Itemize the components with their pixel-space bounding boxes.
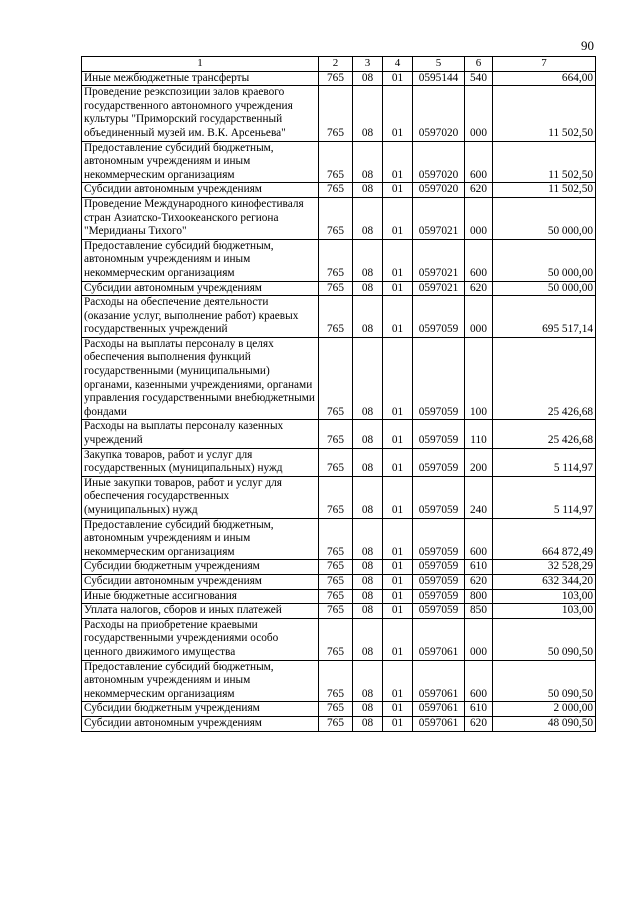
column-header: 6: [465, 57, 493, 72]
expense-name-cell: Субсидии бюджетным учреждениям: [82, 702, 319, 717]
header-row: [82, 57, 596, 72]
amount-cell: 695 517,14: [493, 296, 596, 338]
section-code-cell: 08: [353, 420, 383, 448]
expense-type-cell: 000: [465, 86, 493, 141]
target-article-cell: 0597059: [413, 476, 465, 518]
expense-type-cell: 240: [465, 476, 493, 518]
expense-name-cell: Субсидии автономным учреждениям: [82, 281, 319, 296]
subsection-code-cell: 01: [383, 560, 413, 575]
subsection-code-cell: 01: [383, 420, 413, 448]
table-row: [82, 420, 596, 448]
ministry-code-cell: 765: [319, 239, 353, 281]
ministry-code-cell: 765: [319, 702, 353, 717]
expense-name-cell: Расходы на выплаты персоналу казенных учреждений: [82, 420, 319, 448]
expense-name-cell: Закупка товаров, работ и услуг для государственных (муниципальных) нужд: [82, 448, 319, 476]
ministry-code-cell: 765: [319, 660, 353, 702]
ministry-code-cell: 765: [319, 197, 353, 239]
expense-type-cell: 540: [465, 71, 493, 86]
page-number: 90: [581, 38, 594, 53]
table-row: [82, 337, 596, 420]
subsection-code-cell: 01: [383, 448, 413, 476]
target-article-cell: 0597020: [413, 86, 465, 141]
expense-type-cell: 620: [465, 716, 493, 731]
target-article-cell: 0597020: [413, 141, 465, 183]
subsection-code-cell: 01: [383, 604, 413, 619]
expense-name-cell: Расходы на обеспечение деятельности (оказание услуг, выполнение работ) краевых государственных учреждений: [82, 296, 319, 338]
amount-cell: 632 344,20: [493, 574, 596, 589]
table-row: [82, 281, 596, 296]
column-header: 2: [319, 57, 353, 72]
amount-cell: 50 090,50: [493, 618, 596, 660]
subsection-code-cell: 01: [383, 141, 413, 183]
expense-type-cell: 000: [465, 197, 493, 239]
table-row: [82, 141, 596, 183]
section-code-cell: 08: [353, 296, 383, 338]
subsection-code-cell: 01: [383, 574, 413, 589]
section-code-cell: 08: [353, 574, 383, 589]
amount-cell: 664 872,49: [493, 518, 596, 560]
expense-name-cell: Субсидии автономным учреждениям: [82, 183, 319, 198]
table-row: [82, 86, 596, 141]
section-code-cell: 08: [353, 660, 383, 702]
expense-type-cell: 600: [465, 518, 493, 560]
expense-type-cell: 850: [465, 604, 493, 619]
table-row: [82, 604, 596, 619]
amount-cell: 5 114,97: [493, 476, 596, 518]
target-article-cell: 0597021: [413, 239, 465, 281]
target-article-cell: 0595144: [413, 71, 465, 86]
target-article-cell: 0597059: [413, 589, 465, 604]
ministry-code-cell: 765: [319, 518, 353, 560]
section-code-cell: 08: [353, 86, 383, 141]
amount-cell: 50 000,00: [493, 197, 596, 239]
section-code-cell: 08: [353, 518, 383, 560]
amount-cell: 5 114,97: [493, 448, 596, 476]
amount-cell: 2 000,00: [493, 702, 596, 717]
section-code-cell: 08: [353, 618, 383, 660]
subsection-code-cell: 01: [383, 476, 413, 518]
table-row: [82, 702, 596, 717]
ministry-code-cell: 765: [319, 448, 353, 476]
ministry-code-cell: 765: [319, 560, 353, 575]
ministry-code-cell: 765: [319, 71, 353, 86]
expense-type-cell: 620: [465, 281, 493, 296]
table-row: [82, 197, 596, 239]
expense-type-cell: 110: [465, 420, 493, 448]
table-row: [82, 589, 596, 604]
target-article-cell: 0597061: [413, 702, 465, 717]
expense-name-cell: Уплата налогов, сборов и иных платежей: [82, 604, 319, 619]
expense-name-cell: Предоставление субсидий бюджетным, автономным учреждениям и иным некоммерческим организациям: [82, 239, 319, 281]
table-row: [82, 296, 596, 338]
section-code-cell: 08: [353, 183, 383, 198]
budget-table: [81, 56, 596, 732]
expense-name-cell: Субсидии бюджетным учреждениям: [82, 560, 319, 575]
amount-cell: 664,00: [493, 71, 596, 86]
target-article-cell: 0597059: [413, 337, 465, 420]
expense-name-cell: Иные закупки товаров, работ и услуг для обеспечения государственных (муниципальных) нужд: [82, 476, 319, 518]
target-article-cell: 0597059: [413, 448, 465, 476]
ministry-code-cell: 765: [319, 574, 353, 589]
target-article-cell: 0597061: [413, 660, 465, 702]
section-code-cell: 08: [353, 589, 383, 604]
amount-cell: 32 528,29: [493, 560, 596, 575]
ministry-code-cell: 765: [319, 589, 353, 604]
table-row: [82, 560, 596, 575]
ministry-code-cell: 765: [319, 141, 353, 183]
expense-type-cell: 600: [465, 660, 493, 702]
table-row: [82, 574, 596, 589]
amount-cell: 11 502,50: [493, 183, 596, 198]
table-row: [82, 71, 596, 86]
ministry-code-cell: 765: [319, 337, 353, 420]
section-code-cell: 08: [353, 239, 383, 281]
ministry-code-cell: 765: [319, 86, 353, 141]
subsection-code-cell: 01: [383, 71, 413, 86]
column-header: 1: [82, 57, 319, 72]
expense-type-cell: 100: [465, 337, 493, 420]
table-row: [82, 716, 596, 731]
target-article-cell: 0597061: [413, 716, 465, 731]
section-code-cell: 08: [353, 716, 383, 731]
subsection-code-cell: 01: [383, 589, 413, 604]
section-code-cell: 08: [353, 448, 383, 476]
ministry-code-cell: 765: [319, 716, 353, 731]
expense-name-cell: Иные бюджетные ассигнования: [82, 589, 319, 604]
expense-type-cell: 620: [465, 183, 493, 198]
section-code-cell: 08: [353, 281, 383, 296]
ministry-code-cell: 765: [319, 296, 353, 338]
subsection-code-cell: 01: [383, 296, 413, 338]
amount-cell: 11 502,50: [493, 141, 596, 183]
expense-name-cell: Субсидии автономным учреждениям: [82, 716, 319, 731]
amount-cell: 50 000,00: [493, 281, 596, 296]
target-article-cell: 0597021: [413, 197, 465, 239]
expense-name-cell: Расходы на приобретение краевыми государственными учреждениями особо ценного движимого имущества: [82, 618, 319, 660]
amount-cell: 103,00: [493, 604, 596, 619]
target-article-cell: 0597059: [413, 604, 465, 619]
subsection-code-cell: 01: [383, 702, 413, 717]
expense-name-cell: Субсидии автономным учреждениям: [82, 574, 319, 589]
subsection-code-cell: 01: [383, 239, 413, 281]
expense-type-cell: 610: [465, 702, 493, 717]
target-article-cell: 0597059: [413, 518, 465, 560]
amount-cell: 103,00: [493, 589, 596, 604]
amount-cell: 50 090,50: [493, 660, 596, 702]
ministry-code-cell: 765: [319, 476, 353, 518]
target-article-cell: 0597020: [413, 183, 465, 198]
target-article-cell: 0597059: [413, 420, 465, 448]
expense-type-cell: 800: [465, 589, 493, 604]
target-article-cell: 0597059: [413, 560, 465, 575]
expense-type-cell: 000: [465, 296, 493, 338]
expense-name-cell: Проведение Международного кинофестиваля стран Азиатско-Тихоокеанского региона "Меридианы Тихого": [82, 197, 319, 239]
column-header: 4: [383, 57, 413, 72]
section-code-cell: 08: [353, 197, 383, 239]
subsection-code-cell: 01: [383, 716, 413, 731]
ministry-code-cell: 765: [319, 420, 353, 448]
section-code-cell: 08: [353, 476, 383, 518]
amount-cell: 25 426,68: [493, 420, 596, 448]
expense-name-cell: Предоставление субсидий бюджетным, автономным учреждениям и иным некоммерческим организациям: [82, 518, 319, 560]
expense-name-cell: Проведение реэкспозиции залов краевого государственного автономного учреждения культуры "Приморский государственный объединенный музей им. В.К. Арсеньева": [82, 86, 319, 141]
expense-name-cell: Иные межбюджетные трансферты: [82, 71, 319, 86]
column-header: 5: [413, 57, 465, 72]
subsection-code-cell: 01: [383, 518, 413, 560]
target-article-cell: 0597059: [413, 574, 465, 589]
target-article-cell: 0597021: [413, 281, 465, 296]
amount-cell: 25 426,68: [493, 337, 596, 420]
subsection-code-cell: 01: [383, 86, 413, 141]
section-code-cell: 08: [353, 337, 383, 420]
table-row: [82, 618, 596, 660]
section-code-cell: 08: [353, 141, 383, 183]
table-row: [82, 660, 596, 702]
subsection-code-cell: 01: [383, 197, 413, 239]
table-row: [82, 239, 596, 281]
ministry-code-cell: 765: [319, 281, 353, 296]
amount-cell: 50 000,00: [493, 239, 596, 281]
expense-type-cell: 000: [465, 618, 493, 660]
table-row: [82, 476, 596, 518]
subsection-code-cell: 01: [383, 337, 413, 420]
expense-type-cell: 620: [465, 574, 493, 589]
amount-cell: 48 090,50: [493, 716, 596, 731]
table-row: [82, 448, 596, 476]
column-header: 3: [353, 57, 383, 72]
target-article-cell: 0597059: [413, 296, 465, 338]
subsection-code-cell: 01: [383, 281, 413, 296]
ministry-code-cell: 765: [319, 183, 353, 198]
expense-type-cell: 610: [465, 560, 493, 575]
subsection-code-cell: 01: [383, 618, 413, 660]
expense-type-cell: 600: [465, 141, 493, 183]
expense-name-cell: Расходы на выплаты персоналу в целях обеспечения выполнения функций государственными (муниципальными) органами, казенными учреждениями, органами управления государственными внебюджетными фондами: [82, 337, 319, 420]
table-row: [82, 183, 596, 198]
subsection-code-cell: 01: [383, 660, 413, 702]
target-article-cell: 0597061: [413, 618, 465, 660]
expense-name-cell: Предоставление субсидий бюджетным, автономным учреждениям и иным некоммерческим организациям: [82, 660, 319, 702]
section-code-cell: 08: [353, 604, 383, 619]
column-header: 7: [493, 57, 596, 72]
section-code-cell: 08: [353, 560, 383, 575]
ministry-code-cell: 765: [319, 604, 353, 619]
expense-name-cell: Предоставление субсидий бюджетным, автономным учреждениям и иным некоммерческим организациям: [82, 141, 319, 183]
subsection-code-cell: 01: [383, 183, 413, 198]
expense-type-cell: 200: [465, 448, 493, 476]
table-row: [82, 518, 596, 560]
amount-cell: 11 502,50: [493, 86, 596, 141]
ministry-code-cell: 765: [319, 618, 353, 660]
expense-type-cell: 600: [465, 239, 493, 281]
section-code-cell: 08: [353, 71, 383, 86]
section-code-cell: 08: [353, 702, 383, 717]
